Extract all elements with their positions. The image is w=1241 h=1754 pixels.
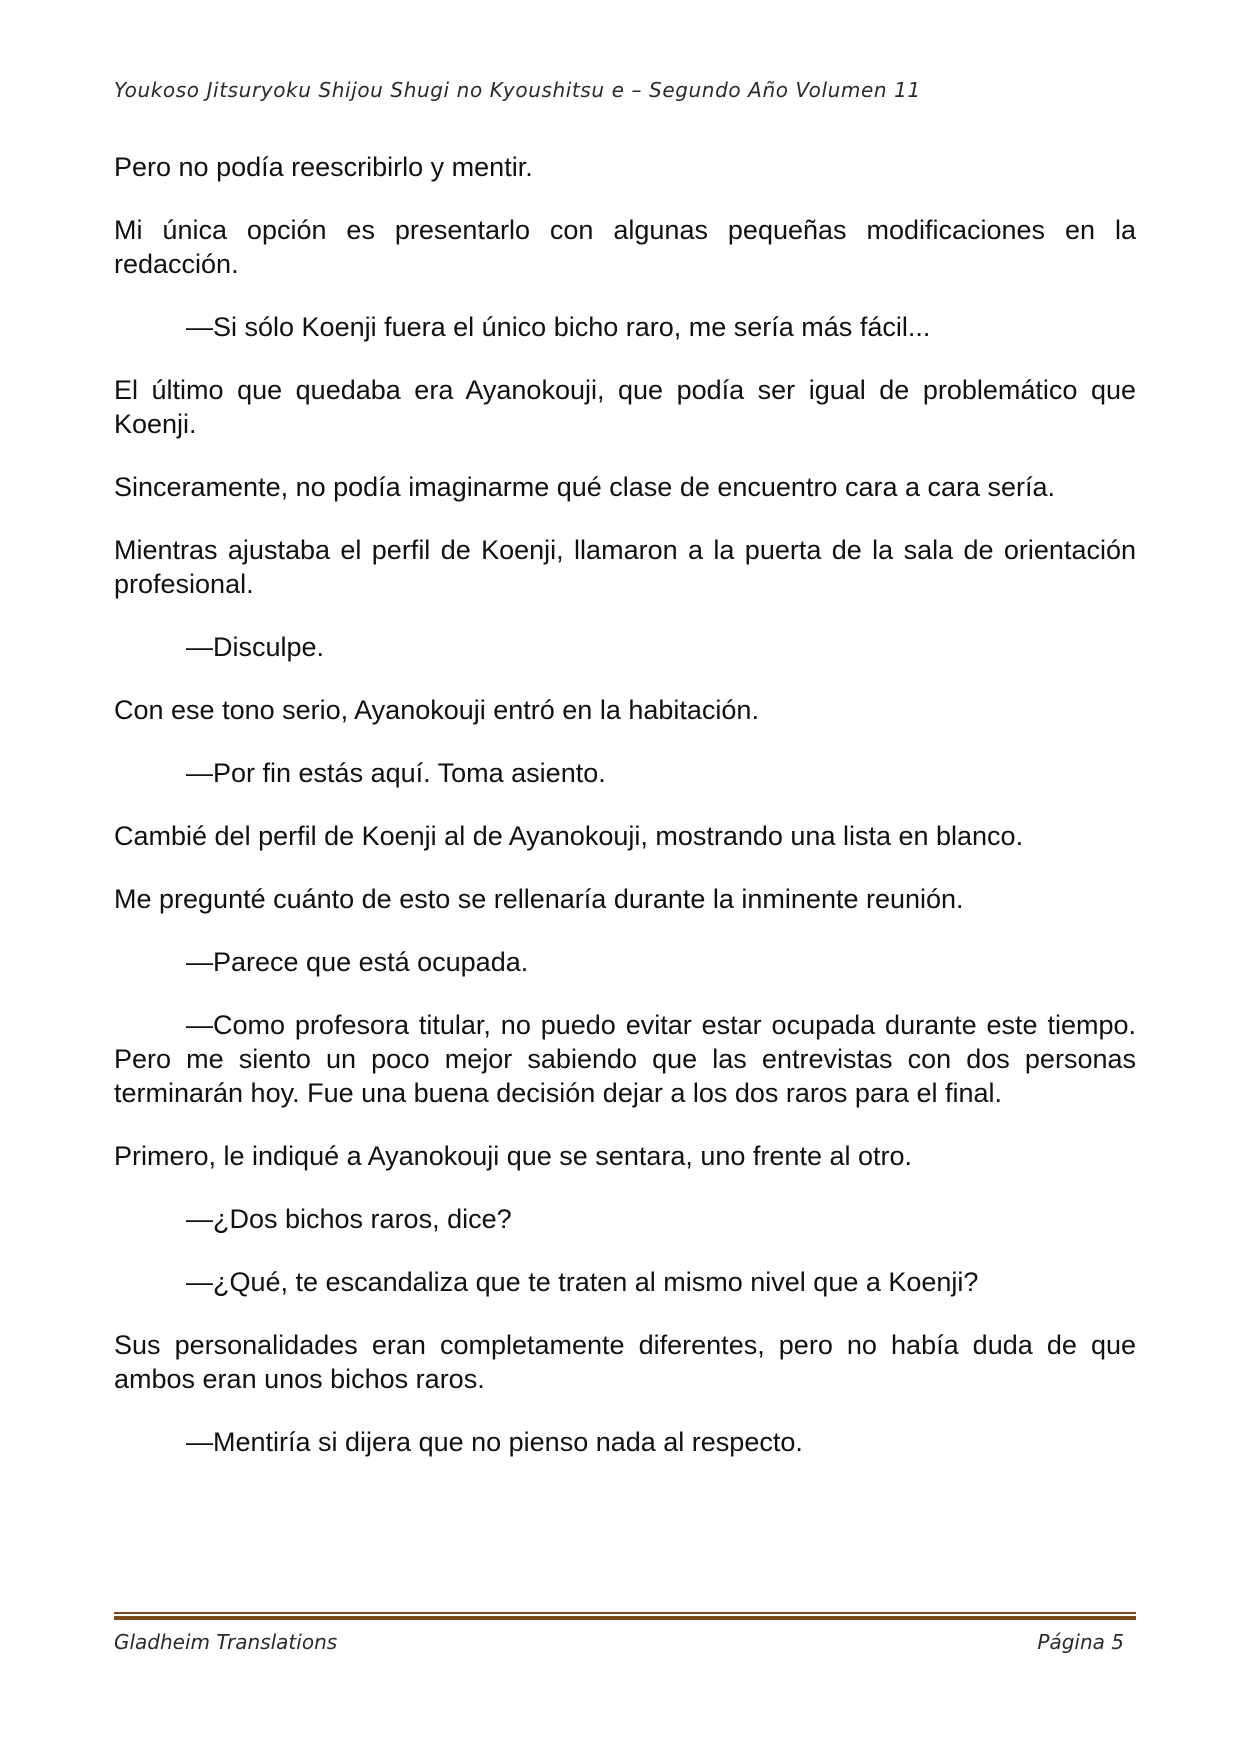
dialogue-paragraph: —Como profesora titular, no puedo evitar estar ocupada durante este tiempo. Pero me siento un poco mejor sabiendo que las entrevistas con dos personas terminarán hoy. Fue una buena decisión dejar a los dos raros para el final. (114, 1010, 1136, 1108)
dialogue-paragraph: —¿Qué, te escandaliza que te traten al mismo nivel que a Koenji? (186, 1267, 979, 1297)
paragraph: Mientras ajustaba el perfil de Koenji, llamaron a la puerta de la sala de orientación profesional. (114, 535, 1136, 599)
footer-rule-thick-line (114, 1616, 1136, 1620)
paragraph: El último que quedaba era Ayanokouji, que podía ser igual de problemático que Koenji. (114, 375, 1136, 439)
footer-translator: Gladheim Translations (114, 1630, 338, 1654)
footer-rule (114, 1612, 1136, 1620)
dialogue-paragraph: —¿Dos bichos raros, dice? (186, 1204, 512, 1234)
paragraph: Sus personalidades eran completamente diferentes, pero no había duda de que ambos eran unos bichos raros. (114, 1330, 1136, 1394)
paragraph: Sinceramente, no podía imaginarme qué clase de encuentro cara a cara sería. (114, 472, 1056, 502)
paragraph: Me pregunté cuánto de esto se rellenaría durante la inminente reunión. (114, 884, 964, 914)
dialogue-paragraph: —Mentiría si dijera que no pienso nada al respecto. (186, 1427, 803, 1457)
dialogue-paragraph: —Si sólo Koenji fuera el único bicho raro, me sería más fácil... (186, 312, 931, 342)
dialogue-paragraph: —Parece que está ocupada. (186, 947, 529, 977)
paragraph: Mi única opción es presentarlo con algunas pequeñas modificaciones en la redacción. (114, 215, 1136, 279)
paragraph: Cambié del perfil de Koenji al de Ayanokouji, mostrando una lista en blanco. (114, 821, 1024, 851)
paragraph: Con ese tono serio, Ayanokouji entró en la habitación. (114, 695, 759, 725)
paragraph: Primero, le indiqué a Ayanokouji que se sentara, uno frente al otro. (114, 1141, 913, 1171)
paragraph: Pero no podía reescribirlo y mentir. (114, 152, 533, 182)
dialogue-paragraph: —Por fin estás aquí. Toma asiento. (186, 758, 606, 788)
body-text (114, 150, 1136, 1488)
running-header: Youkoso Jitsuryoku Shijou Shugi no Kyoushitsu e – Segundo Año Volumen 11 (114, 78, 921, 102)
footer-page-number: Página 5 (1037, 1630, 1124, 1654)
dialogue-paragraph: —Disculpe. (186, 632, 325, 662)
footer-rule-thin-line (114, 1612, 1136, 1614)
